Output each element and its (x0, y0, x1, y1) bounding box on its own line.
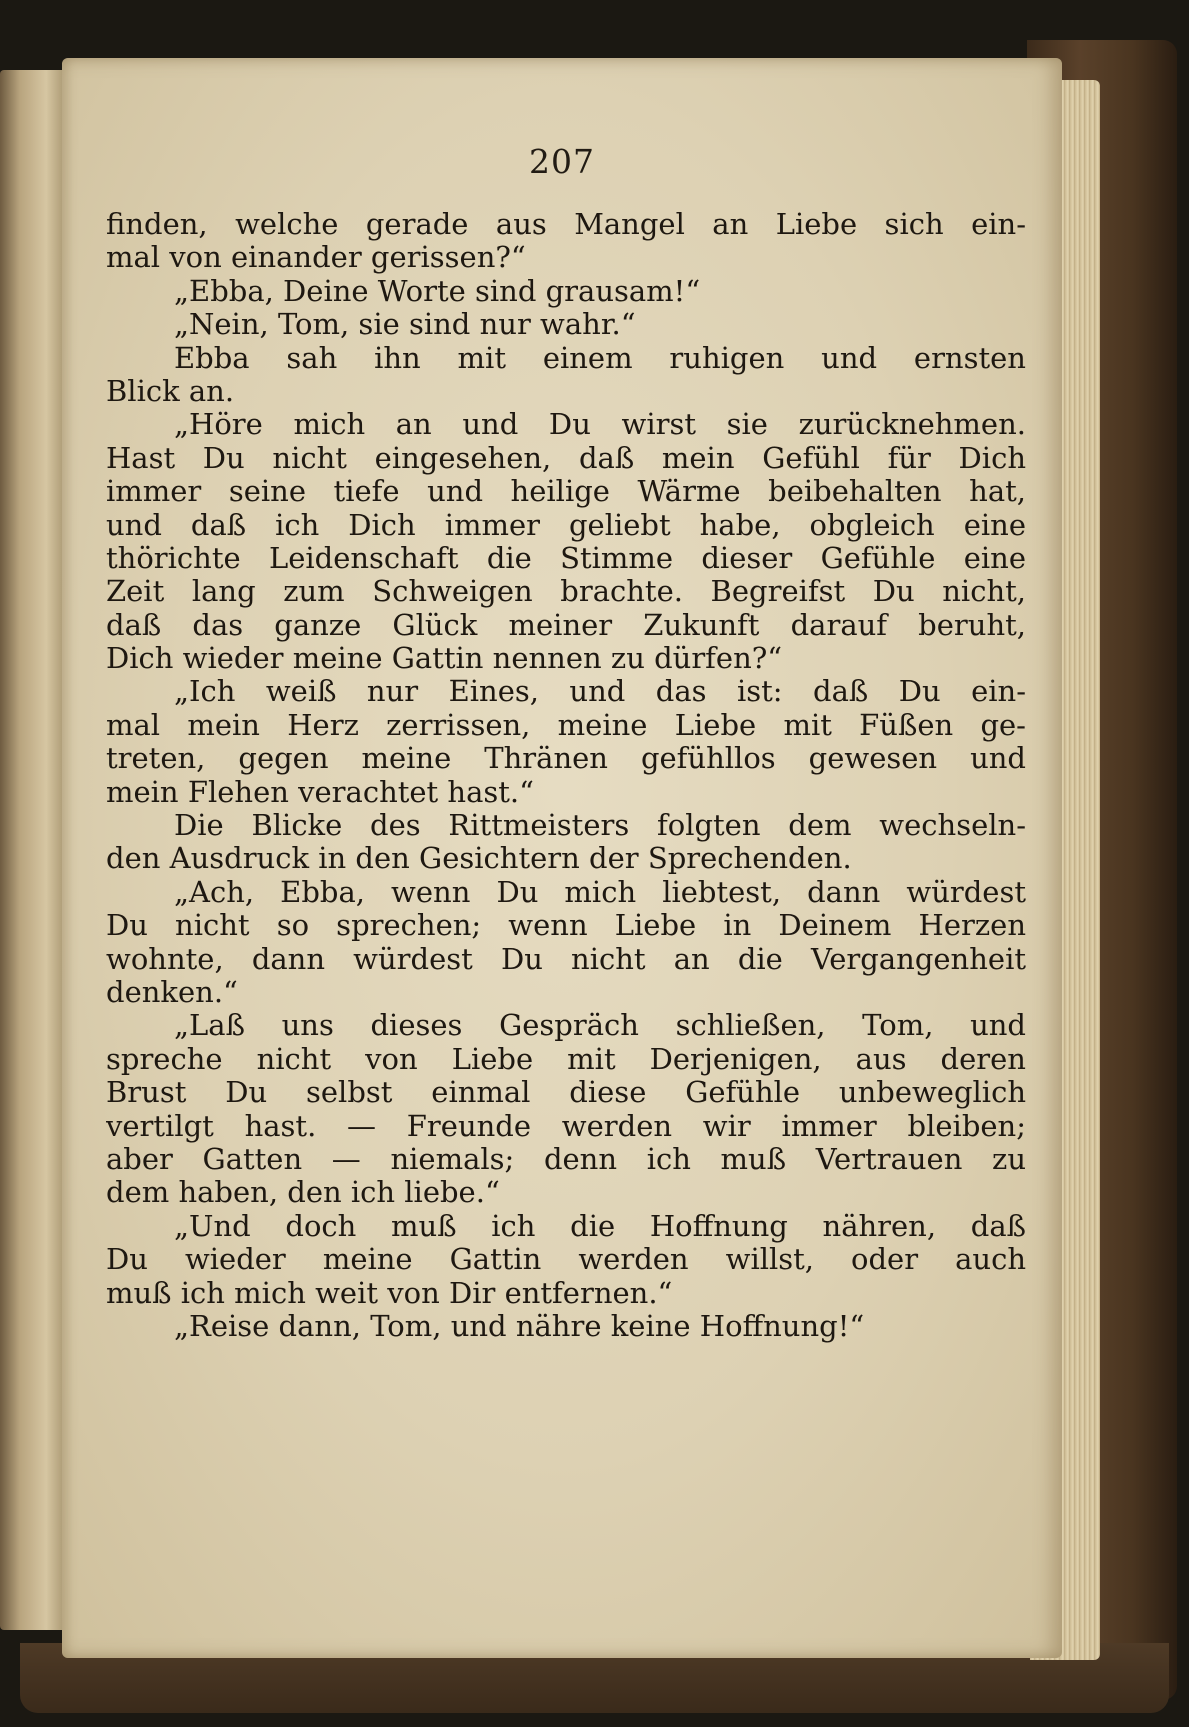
text-line: Brust Du selbst einmal diese Gefühle unbeweglich (106, 1076, 1026, 1110)
text-line: Du wieder meine Gattin werden willst, oder auch (106, 1243, 1026, 1277)
text-line: spreche nicht von Liebe mit Derjenigen, aus deren (106, 1042, 1026, 1076)
previous-page-edge (0, 70, 66, 1630)
text-line: mein Flehen verachtet hast.“ (106, 775, 534, 809)
text-line: thörichte Leidenschaft die Stimme dieser Gefühle eine (106, 541, 1026, 575)
text-line: muß ich mich weit von Dir entfernen.“ (106, 1276, 673, 1310)
text-line: mal mein Herz zerrissen, meine Liebe mit Füßen ge- (106, 708, 1026, 742)
text-line: Die Blicke des Rittmeisters folgten dem wechseln- (174, 809, 1026, 843)
page-number: 207 (529, 142, 595, 181)
text-line: vertilgt hast. — Freunde werden wir immer bleiben; (106, 1109, 1026, 1143)
text-line: Ebba sah ihn mit einem ruhigen und ernsten (174, 341, 1026, 375)
text-line: „Ach, Ebba, wenn Du mich liebtest, dann würdest (174, 875, 1026, 909)
text-line: mal von einander gerissen?“ (106, 241, 526, 275)
text-line: treten, gegen meine Thränen gefühllos gewesen und (106, 742, 1026, 776)
text-line: „Höre mich an und Du wirst sie zurücknehmen. (174, 408, 1026, 442)
text-line: Du nicht so sprechen; wenn Liebe in Deinem Herzen (106, 909, 1026, 943)
text-line: daß das ganze Glück meiner Zukunft darauf beruht, (106, 608, 1026, 642)
page-text (106, 208, 1026, 1343)
text-line: „Und doch muß ich die Hoffnung nähren, daß (174, 1209, 1026, 1243)
text-line: „Ebba, Deine Worte sind grausam!“ (174, 274, 701, 308)
text-line: „Laß uns dieses Gespräch schließen, Tom, und (174, 1009, 1026, 1043)
text-line: „Reise dann, Tom, und nähre keine Hoffnung!“ (174, 1309, 865, 1343)
text-line: Blick an. (106, 374, 235, 408)
text-line: und daß ich Dich immer geliebt habe, obgleich eine (106, 508, 1026, 542)
text-line: Dich wieder meine Gattin nennen zu dürfen?“ (106, 642, 783, 676)
text-line: immer seine tiefe und heilige Wärme beibehalten hat, (106, 475, 1026, 509)
text-line: den Ausdruck in den Gesichtern der Sprechenden. (106, 842, 852, 876)
text-line: „Ich weiß nur Eines, und das ist: daß Du ein- (174, 675, 1026, 709)
book-page (62, 58, 1062, 1658)
text-line: Hast Du nicht eingesehen, daß mein Gefühl für Dich (106, 441, 1026, 475)
text-line: Zeit lang zum Schweigen brachte. Begreifst Du nicht, (106, 575, 1026, 609)
text-line: denken.“ (106, 975, 238, 1009)
text-line: „Nein, Tom, sie sind nur wahr.“ (174, 308, 636, 342)
text-line: aber Gatten — niemals; denn ich muß Vertrauen zu (106, 1142, 1026, 1176)
text-line: finden, welche gerade aus Mangel an Liebe sich ein- (106, 208, 1026, 241)
text-line: wohnte, dann würdest Du nicht an die Vergangenheit (106, 942, 1026, 976)
text-line: dem haben, den ich liebe.“ (106, 1176, 500, 1210)
